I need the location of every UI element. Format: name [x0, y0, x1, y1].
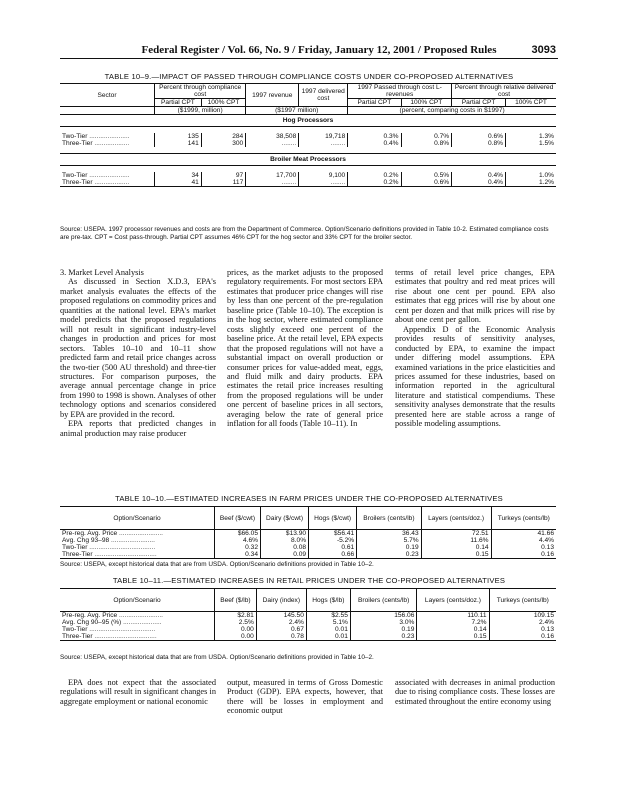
- row-label: Two-Tier ....................................: [62, 544, 156, 551]
- cell: 8.0%: [261, 537, 309, 544]
- table9-unit-right: (percent, comparing costs in $1997): [348, 107, 556, 115]
- cell: 0.14: [421, 544, 491, 551]
- cell: 0.15: [421, 551, 491, 559]
- table10-caption: TABLE 10–10.—ESTIMATED INCREASES IN FARM PRICES UNDER THE CO-PROPOSED ALTERNATIVES: [115, 494, 503, 503]
- cell: 0.09: [261, 551, 309, 559]
- cell: 0.6%: [401, 179, 452, 187]
- cell: 0.78: [256, 633, 306, 641]
- cell: 0.23: [357, 551, 421, 559]
- cell: 1.0%: [506, 172, 556, 179]
- cell: 0.16: [489, 633, 556, 641]
- cell: ........: [299, 140, 348, 147]
- cell: 0.61: [309, 544, 357, 551]
- table-row: [60, 612, 556, 620]
- cell: $2.81: [215, 612, 257, 620]
- cell: 0.00: [215, 633, 257, 641]
- table9-sub-100: 100% CPT: [201, 99, 245, 107]
- row-label: Three-Tier ..................................: [62, 633, 157, 640]
- cell: 0.14: [417, 626, 489, 633]
- cell: 284: [201, 133, 245, 140]
- column-header: Beef ($/cwt): [215, 507, 261, 530]
- cell: ........: [299, 179, 348, 187]
- cell: 4.4%: [491, 537, 556, 544]
- cell: 0.3%: [348, 133, 401, 140]
- column-header: Turkeys (cents/lb): [489, 589, 556, 612]
- table-row: [60, 530, 556, 538]
- cell: 300: [201, 140, 245, 147]
- paragraph: prices, as the market adjusts to the proposed regulatory requirements. For most sectors EPA estimates that producer price changes will rise by less than one percent of the pre-regulation baseline price (Table 10–10). The exception is in the hog sector, where estimated compliance costs slightly exceed one percent of the baseline price. At the retail level, EPA expects that the proposed regulations will not have a substantial impact on overall production or consumer prices for value-added meat, eggs, and fluid milk and dairy products. EPA estimates the retail price increases resulting from the proposed regulations will be under one percent of baseline prices in all sectors, averaging below the rate of general price inflation for all foods (Table 10–11). In: [227, 268, 383, 429]
- table11: [60, 588, 556, 641]
- column-header: Hogs ($/lb): [306, 589, 350, 612]
- cell: 0.32: [215, 544, 261, 551]
- table9-unit-left: ($1999, million): [155, 107, 246, 115]
- table9-group-broiler: Broiler Meat Processors: [270, 156, 346, 163]
- table-row: [60, 619, 556, 626]
- table9-sub-partial: Partial CPT: [452, 99, 506, 107]
- column-header: Hogs ($/cwt): [309, 507, 357, 530]
- cell: 41.66: [491, 530, 556, 538]
- table9-unit-mid: ($1997 million): [246, 107, 348, 115]
- cell: 72.51: [421, 530, 491, 538]
- cell: 0.19: [350, 626, 417, 633]
- paragraph: terms of retail level price changes, EPA estimates that poultry and red meat prices will rise about one cent per pound. EPA also estimates that egg prices will rise by about one cent per dozen and that milk prices will rise by about one cent per gallon.: [395, 268, 555, 325]
- paragraph: output, measured in terms of Gross Domestic Product (GDP). EPA expects, however, that there will be losses in employment and economic output: [227, 678, 383, 716]
- column-header: Broilers (cents/lb): [350, 589, 417, 612]
- row-label: Pre-reg. Avg. Price ........................: [62, 530, 164, 537]
- cell: 5.7%: [357, 537, 421, 544]
- table-row: [60, 537, 556, 544]
- cell: 0.23: [350, 633, 417, 641]
- cell: 0.67: [256, 626, 306, 633]
- table-row: [60, 140, 556, 147]
- table-row: [60, 626, 556, 633]
- cell: 2.4%: [489, 619, 556, 626]
- cell: 145.50: [256, 612, 306, 620]
- cell: 156.06: [350, 612, 417, 620]
- table9-sub-100: 100% CPT: [506, 99, 556, 107]
- cell: 0.4%: [452, 179, 506, 187]
- table10: [60, 506, 556, 559]
- cell: 7.2%: [417, 619, 489, 626]
- row-label: Three-Tier ...................: [62, 140, 130, 147]
- row-label: Two-Tier ....................................: [62, 626, 156, 633]
- cell: 0.13: [491, 544, 556, 551]
- cell: 0.8%: [401, 140, 452, 147]
- cell: 5.1%: [306, 619, 350, 626]
- paragraph: associated with decreases in animal production due to rising compliance costs. These losses are estimated throughout the entire economy using: [395, 678, 555, 706]
- row-label: Avg. Chg 93–98 ........................: [62, 537, 155, 544]
- table11-caption: TABLE 10–11.—ESTIMATED INCREASES IN RETAIL PRICES UNDER THE CO-PROPOSED ALTERNATIVES: [112, 576, 506, 585]
- cell: 1.5%: [506, 140, 556, 147]
- cell: 141: [155, 140, 202, 147]
- cell: 36.43: [357, 530, 421, 538]
- table9-source-note: Source: USEPA. 1997 processor revenues and costs are from the Department of Commerce. Option/Scenario definitions provided in Table 10-2. Estimated compliance costs are pre-tax. CPT = Cost pass-through. Partial CPT assumes 46% CPT for the hog sector and 33% CPT for the broiler sector.: [60, 226, 549, 241]
- table9-sub-100: 100% CPT: [401, 99, 452, 107]
- cell: 0.7%: [401, 133, 452, 140]
- cell: 3.0%: [350, 619, 417, 626]
- table10-source-note: Source: USEPA, except historical data that are from USDA. Option/Scenario definitions provided in Table 10–2.: [60, 561, 374, 568]
- cell: 11.6%: [421, 537, 491, 544]
- table9: [60, 83, 556, 187]
- table9-percent-cost-header: Percent through compliance cost: [155, 84, 246, 99]
- cell: $56.41: [309, 530, 357, 538]
- column-header: Dairy ($/cwt): [261, 507, 309, 530]
- cell: 38,508: [246, 133, 299, 140]
- cell: 2.5%: [215, 619, 257, 626]
- cell: 117: [201, 179, 245, 187]
- running-header: [60, 44, 558, 59]
- paragraph: As discussed in Section X.D.3, EPA's market analysis evaluates the effects of the proposed regulations on commodity prices and quantities at the national level. EPA's market model predicts that the proposed regulations will not result in significant industry-level changes in production and prices for most sectors. Tables 10–10 and 10–11 show predicted farm and retail price changes across the two-tier (500 AU threshold) and three-tier structures. For comparison purposes, the average annual percentage change in price from 1990 to 1998 is shown. Analyses of other technology options and scenarios considered by EPA are provided in the record.: [60, 277, 216, 419]
- column-header: Turkeys (cents/lb): [491, 507, 556, 530]
- column-header: Option/Scenario: [113, 514, 161, 522]
- cell: 0.13: [489, 626, 556, 633]
- table9-group-hog: Hog Processors: [282, 117, 334, 124]
- table-row: [60, 633, 556, 641]
- table9-passed-revenue-header: 1997 Passed through cost L-revenues: [348, 84, 452, 99]
- row-label: Two-Tier ......................: [62, 133, 130, 140]
- cell: 4.6%: [215, 537, 261, 544]
- table-row: [60, 551, 556, 559]
- table-row: [60, 544, 556, 551]
- cell: 0.6%: [452, 133, 506, 140]
- table9-sub-partial: Partial CPT: [155, 99, 202, 107]
- body-column-2: [227, 268, 383, 429]
- running-head-title: Federal Register / Vol. 66, No. 9 / Friday, January 12, 2001 / Proposed Rules: [141, 44, 497, 56]
- cell: 0.2%: [348, 172, 401, 179]
- cell: 0.8%: [452, 140, 506, 147]
- table9-revenue-header: 1997 revenue: [246, 84, 299, 107]
- cell: 0.08: [261, 544, 309, 551]
- table9-sub-partial: Partial CPT: [348, 99, 401, 107]
- cell: 0.2%: [348, 179, 401, 187]
- cell: 0.00: [215, 626, 257, 633]
- table-row: [60, 133, 556, 140]
- body-lower-column-3: [395, 678, 555, 706]
- table9-caption: TABLE 10–9.—IMPACT OF PASSED THROUGH COMPLIANCE COSTS UNDER CO-PROPOSED ALTERNATIVES: [104, 72, 514, 81]
- cell: ........: [246, 179, 299, 187]
- column-header: Dairy (index): [256, 589, 306, 612]
- table-row: [60, 179, 556, 187]
- cell: 135: [155, 133, 202, 140]
- table9-delivered-header: 1997 delivered cost: [299, 84, 348, 107]
- cell: 110.11: [417, 612, 489, 620]
- cell: 2.4%: [256, 619, 306, 626]
- section-heading: 3. Market Level Analysis: [60, 268, 144, 277]
- cell: 9,100: [299, 172, 348, 179]
- cell: 0.4%: [452, 172, 506, 179]
- cell: 1.3%: [506, 133, 556, 140]
- cell: 0.01: [306, 626, 350, 633]
- table-row: [60, 172, 556, 179]
- cell: 0.16: [491, 551, 556, 559]
- page-number: 3093: [531, 44, 556, 56]
- column-header: Option/Scenario: [113, 596, 161, 604]
- cell: 0.15: [417, 633, 489, 641]
- cell: 41: [155, 179, 202, 187]
- cell: 0.01: [306, 633, 350, 641]
- cell: $13.90: [261, 530, 309, 538]
- cell: 17,700: [246, 172, 299, 179]
- cell: -5.2%: [309, 537, 357, 544]
- paragraph: Appendix D of the Economic Analysis provides results of sensitivity analyses, conducted by EPA, to examine the impact under differing model assumptions. EPA examined variations in the price elasticities and prices assumed for these industries, based on information reported in the agricultural literature and statistical compendiums. These sensitivity analyses demonstrate that the results presented here are stable across a range of possible modeling assumptions.: [395, 324, 555, 429]
- cell: 0.34: [215, 551, 261, 559]
- row-label: Two-Tier ......................: [62, 172, 130, 179]
- cell: 97: [201, 172, 245, 179]
- cell: 19,718: [299, 133, 348, 140]
- cell: 1.2%: [506, 179, 556, 187]
- paragraph: EPA does not expect that the associated regulations will result in significant changes in aggregate employment or national economic: [60, 678, 216, 706]
- cell: 0.19: [357, 544, 421, 551]
- body-lower-column-1: [60, 678, 216, 706]
- cell: 0.66: [309, 551, 357, 559]
- cell: 0.4%: [348, 140, 401, 147]
- row-label: Avg. Chg 90–95 (%) .....................: [62, 619, 162, 626]
- column-header: Layers (cents/doz.): [421, 507, 491, 530]
- table11-source-note: Source: USEPA, except historical data that are from USDA. Option/Scenario definitions provided in Table 10–2.: [60, 654, 374, 661]
- cell: 34: [155, 172, 202, 179]
- row-label: Pre-reg. Avg. Price ........................: [62, 612, 164, 619]
- body-column-1: [60, 268, 216, 438]
- column-header: Layers (cents/doz.): [417, 589, 489, 612]
- cell: 109.15: [489, 612, 556, 620]
- table9-sector-header: Sector: [97, 91, 117, 99]
- body-column-3: [395, 268, 555, 429]
- column-header: Broilers (cents/lb): [357, 507, 421, 530]
- paragraph: EPA reports that predicted changes in animal production may raise producer: [60, 419, 216, 438]
- table9-passed-delivered-header: Percent through relative delivered cost: [452, 84, 556, 99]
- cell: ........: [246, 140, 299, 147]
- cell: $66.05: [215, 530, 261, 538]
- body-lower-column-2: [227, 678, 383, 716]
- cell: 0.5%: [401, 172, 452, 179]
- cell: $2.55: [306, 612, 350, 620]
- row-label: Three-Tier ...................: [62, 179, 130, 186]
- row-label: Three-Tier ..................................: [62, 551, 157, 558]
- column-header: Beef ($/lb): [215, 589, 257, 612]
